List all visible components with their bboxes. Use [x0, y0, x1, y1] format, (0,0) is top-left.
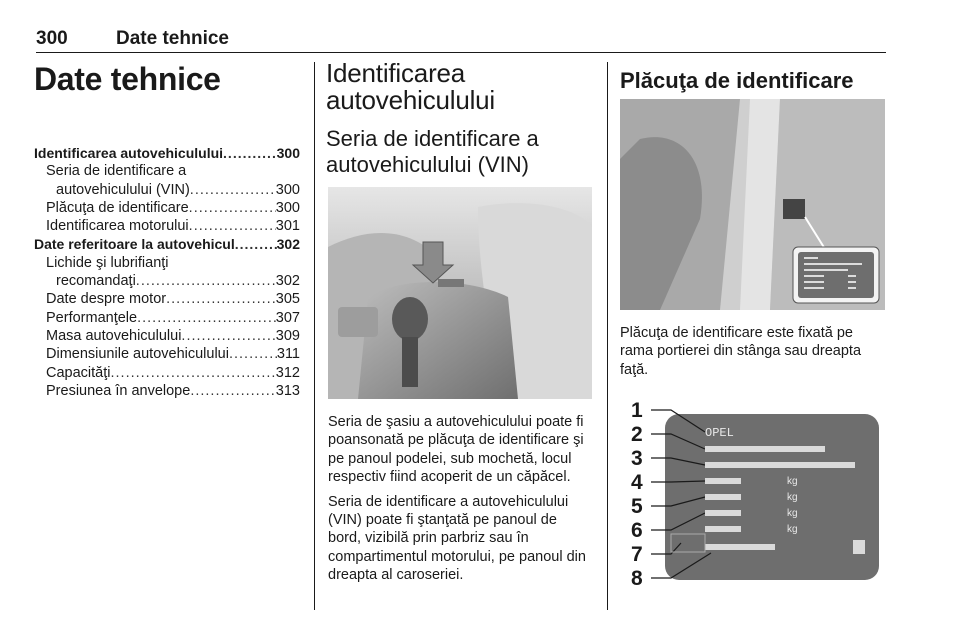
toc-leader-dots [136, 272, 276, 290]
toc-entry-page: 311 [276, 346, 300, 363]
toc-leader-dots [110, 364, 275, 382]
plate-callout-6: 6 [631, 519, 643, 542]
plate-unit-label: kg [787, 492, 798, 503]
running-section-title: Date tehnice [116, 28, 229, 49]
toc-leader-dots [190, 181, 276, 199]
toc-entry[interactable] [34, 144, 300, 162]
plate-unit-label: kg [787, 524, 798, 535]
plate-text [620, 324, 888, 385]
toc-entry[interactable] [34, 181, 300, 199]
toc-entry-title: Identificarea autovehiculului [34, 145, 224, 161]
toc-entry-title: recomandaţi [56, 273, 136, 290]
floor-vin-illustration [328, 187, 592, 399]
toc-entry[interactable] [34, 364, 300, 382]
toc-entry-page: 301 [275, 218, 300, 235]
toc-leader-dots [190, 382, 275, 400]
toc-leader-dots [189, 199, 276, 217]
toc-entry[interactable] [34, 382, 300, 400]
toc-leader-dots [223, 144, 277, 162]
plate-callout-8: 8 [631, 567, 643, 590]
plate-callout-2: 2 [631, 423, 643, 446]
toc-leader-dots [229, 345, 277, 363]
toc-entry-title: Performanţele [46, 309, 138, 326]
page-number: 300 [36, 28, 68, 49]
toc-entry-title: Capacităţi [46, 364, 111, 381]
plate-paragraph-1: Plăcuţa de identificare este fixată pe rama portierei din stânga sau dreapta faţă. [620, 325, 862, 378]
plate-callout-4: 4 [631, 471, 643, 494]
toc-entry-title: Identificarea motorului [46, 218, 189, 235]
door-frame-illustration [620, 99, 885, 310]
toc-entry-title: Presiunea în anvelope [46, 382, 191, 399]
toc-entry-page: 312 [275, 364, 300, 381]
toc-leader-dots [181, 327, 275, 345]
plate-unit-label: kg [787, 476, 798, 487]
vin-paragraph-1: Seria de şasiu a autovehiculului poate fi poansonată pe plăcuţa de identificare şi pe panoul podelei, sub mochetă, locul respectiv fiind acoperit de un căpăcel. [328, 414, 584, 486]
toc-entry-page: 307 [275, 309, 300, 326]
toc-entry-title: Masa autovehiculului [46, 327, 182, 344]
vin-text [328, 413, 592, 591]
toc-entry-page: 302 [276, 236, 300, 253]
plate-heading: Plăcuţa de identificare [620, 68, 854, 93]
column-divider [314, 62, 315, 610]
door-frame-figure [620, 99, 885, 310]
vin-paragraph-2: Seria de identificare a autovehiculului (VIN) poate fi ştanţată pe panoul de bord, vizibilă prin parbriz sau în compartimentul motorului, pe panoul din dreapta al caroseriei. [328, 493, 586, 584]
toc-entry[interactable] [34, 327, 300, 345]
toc-leader-dots [189, 217, 276, 235]
toc-leader-dots [235, 235, 277, 253]
toc-entry[interactable] [34, 272, 300, 290]
toc-entry[interactable] [34, 290, 300, 308]
plate-callout-1: 1 [631, 399, 643, 422]
toc-entry[interactable] [34, 217, 300, 235]
chapter-title: Date tehnice [34, 61, 221, 97]
toc-entry-line: Lichide şi lubrifianţi [46, 254, 169, 271]
toc-leader-dots [166, 290, 276, 308]
toc-entry[interactable] [34, 199, 300, 217]
plate-callout-5: 5 [631, 495, 643, 518]
toc-entry-page: 313 [275, 382, 300, 399]
toc-entry-title: Plăcuţa de identificare [46, 199, 189, 216]
toc-entry[interactable] [34, 345, 300, 363]
vin-column [326, 60, 592, 178]
toc-entry-page: 300 [275, 181, 300, 198]
toc-entry-page: 302 [275, 273, 300, 290]
toc-entry-title: Date referitoare la autovehicul [34, 236, 235, 253]
toc-entry[interactable] [34, 309, 300, 327]
toc-entry-title: autovehiculului (VIN) [56, 181, 190, 198]
toc-entry-page: 309 [275, 327, 300, 344]
plate-column [620, 60, 886, 94]
toc-entry-title: Dimensiunile autovehiculului [46, 346, 229, 363]
vin-location-figure [328, 187, 592, 399]
toc-entry-page: 300 [275, 199, 300, 216]
plate-unit-label: kg [787, 508, 798, 519]
toc-leader-dots [137, 309, 276, 327]
toc-column [34, 60, 300, 400]
vin-heading: Seria de identificare a autovehiculului (VIN) [326, 126, 539, 177]
plate-callout-7: 7 [631, 543, 643, 566]
running-header [36, 26, 886, 53]
plate-callout-3: 3 [631, 447, 643, 470]
toc-entry-page: 305 [275, 291, 300, 308]
toc-entry[interactable] [34, 235, 300, 253]
toc-entry-title: Date despre motor [46, 291, 167, 308]
table-of-contents [34, 144, 300, 400]
toc-entry-line: Seria de identificare a [46, 163, 187, 180]
section-title: Identificarea autovehiculului [326, 58, 496, 115]
plate-detail-illustration [621, 388, 885, 598]
column-divider [607, 62, 608, 610]
plate-detail-figure [621, 388, 885, 598]
toc-entry-page: 300 [276, 145, 300, 161]
plate-brand: OPEL [705, 426, 734, 440]
